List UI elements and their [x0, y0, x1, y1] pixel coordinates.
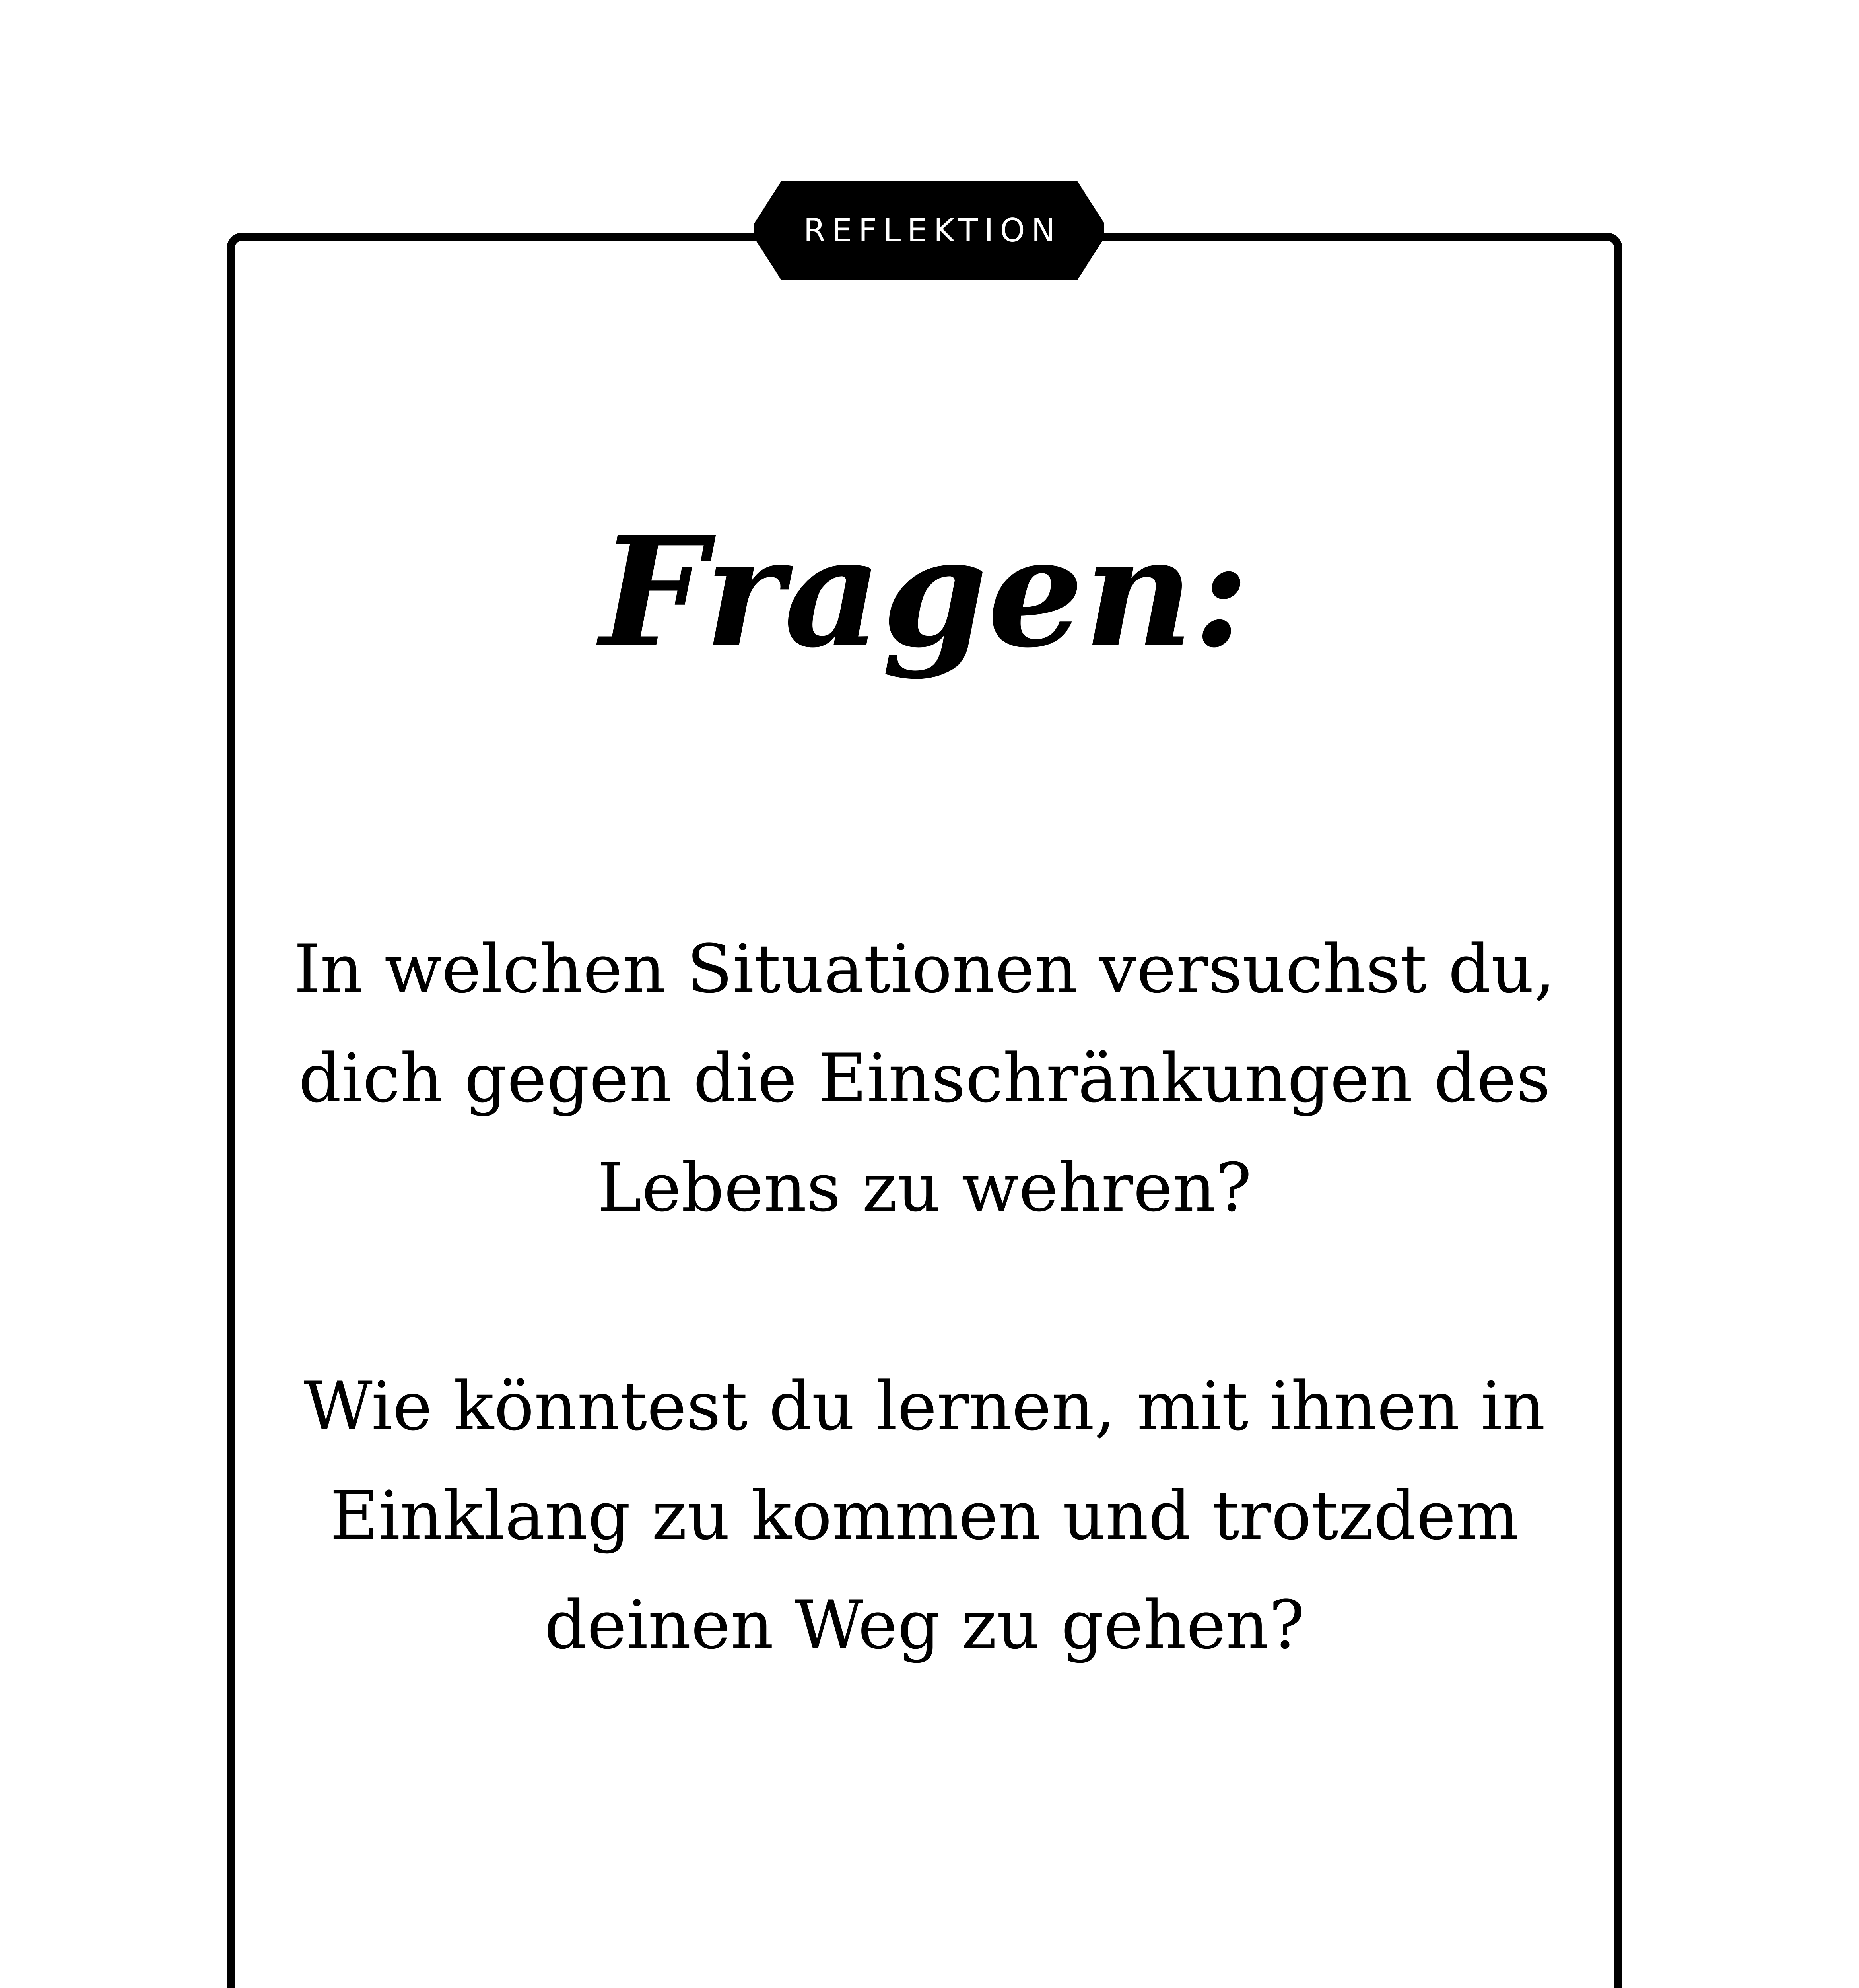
question-1-line-1: In welchen Situationen versuchst du, — [293, 930, 1556, 1008]
question-2-line-1: Wie könntest du lernen, mit ihnen in — [304, 1367, 1545, 1445]
question-2 — [278, 1352, 1571, 1680]
page-title: Fragen: — [600, 503, 1249, 681]
badge-label: REFLEKTION — [803, 212, 1062, 249]
question-2-line-3: deinen Weg zu gehen? — [544, 1586, 1305, 1664]
question-1-line-3: Lebens zu wehren? — [597, 1149, 1252, 1227]
question-1 — [278, 914, 1571, 1242]
section-badge — [754, 181, 1104, 280]
question-2-line-2: Einklang zu kommen und trotzdem — [330, 1477, 1519, 1555]
question-1-line-2: dich gegen die Einschränkungen des — [298, 1039, 1551, 1117]
